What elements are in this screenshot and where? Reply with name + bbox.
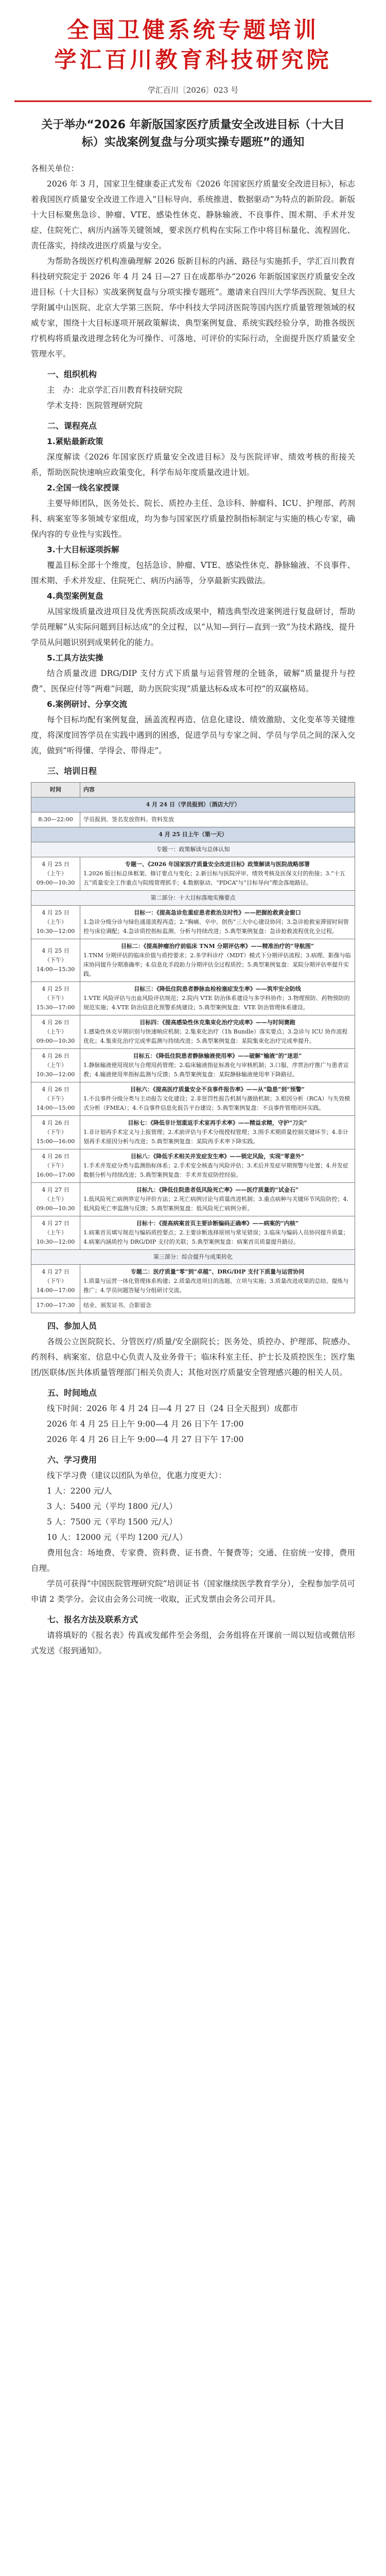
schedule-detail: 1.手术并发症分类与监测指标体系；2.手术安全核查与风险评估；3.术后并发症早期预警与处置；4.并发症数据分析与持续改进；5.典型案例复盘：手术并发症防控经验。 xyxy=(83,1162,348,1178)
schedule-row xyxy=(31,812,355,827)
schedule-banner: 4 月 25 日上午（第一天） xyxy=(31,827,355,842)
section-heading: 四、参加人员 xyxy=(47,1321,97,1331)
schedule-theme-row xyxy=(31,1250,355,1265)
schedule-topic: 目标三：《降低住院患者静脉血栓栓塞症发生率》——筑牢安全防线 xyxy=(134,986,301,992)
schedule-detail: 结业、颁发证书、合影留念 xyxy=(83,1302,151,1309)
time-period: 2026 年 4 月 26 日上午 9:00—4 月 27 日下午 17:00 xyxy=(47,1435,244,1444)
schedule-header-content: 内容 xyxy=(80,783,355,798)
schedule-time: 4 月 27 日 （下午） 14:00—17:00 xyxy=(31,1265,80,1298)
schedule-detail: 1.VTE 风险评估与出血风险评估规范；2.院内 VTE 防治体系建设与多学科协作；3.物理预防、药物预防的规范实施；4.VTE 防治信息化预警系统建设；5.典型案例复盘：VTE 防治管理体系建设。 xyxy=(83,995,350,1011)
section-heading: 三、培训日程 xyxy=(47,766,97,776)
section-heading: 七、报名方法及联系方式 xyxy=(47,1615,138,1624)
schedule-detail: 1.2026 版目标总体框架、修订要点与变化；2.新目标与医院评审、绩效考核及医保支付的衔接；3.“十五五”质量安全工作重点与院级管理抓手；4.数据驱动、“PDCA”与“目标导向”理念落地路径。 xyxy=(83,870,345,886)
schedule-time: 4 月 26 日 （下午） 15:00—16:00 xyxy=(31,1116,80,1149)
section-heading: 六、学习费用 xyxy=(47,1455,97,1465)
highlight-body: 从国家级质量改进项目及优秀医院质改成果中，精选典型改进案例进行复盘研讨，帮助学员理解“从实际问题到目标达成”的全过程，以“从知—到行—直到一致”为技术路线，提升学员从问题识别到成果转化的能力。 xyxy=(31,607,355,647)
schedule-banner: 第二部分：十大目标落地实操要点 xyxy=(31,891,355,906)
fee-item: 5 人：7500 元（平均 1500 元/人） xyxy=(47,1517,178,1527)
schedule-content xyxy=(80,1216,355,1250)
schedule-topic: 目标四：《提高感染性休克集束化治疗完成率》——与时间赛跑 xyxy=(139,1019,295,1026)
schedule-topic: 目标七：《降低非计划重返手术室再手术率》——精益求精，守护“刀尖” xyxy=(128,1120,307,1126)
schedule-time: 4 月 26 日 （上午） 09:00—10:30 xyxy=(31,1015,80,1049)
schedule-header-time: 时间 xyxy=(31,783,80,798)
salutation: 各相关单位： xyxy=(31,164,79,173)
schedule-time: 17:00—17:30 xyxy=(31,1298,80,1313)
fee-note: 费用包含：场地费、专家费、资料费、证书费、午餐费等；交通、住宿统一安排，费用自理。 xyxy=(31,1548,355,1573)
schedule-detail: 1.非计划再手术定义与上报管理；2.术前评估与手术分级授权管理；3.围手术期质量控制关键环节；4.非计划再手术原因分析与改进；5.典型案例复盘：某院再手术率下降实践。 xyxy=(83,1129,348,1145)
schedule-topic: 目标一：《提高急诊危重症患者救治及时性》——把握抢救黄金窗口 xyxy=(134,909,301,916)
schedule-detail: 1.质量与运营一体化管理体系构建；2.质量改进项目的选题、立项与实施；3.质量改进成果的总结、提炼与推广；4.学员问题答疑与分组研讨交流。 xyxy=(83,1278,349,1294)
schedule-content xyxy=(80,1183,355,1216)
schedule-content xyxy=(80,812,355,827)
schedule-content xyxy=(80,982,355,1015)
schedule-banner: 第三部分：综合提升与成果转化 xyxy=(31,1250,355,1265)
document-number: 学汇百川〔2026〕023 号 xyxy=(147,86,239,95)
highlight-heading: 3.十大目标逐项拆解 xyxy=(47,545,119,554)
schedule-content xyxy=(80,857,355,891)
schedule-topic: 目标九：《降低住院患者低风险死亡率》——医疗质量的“试金石” xyxy=(136,1187,299,1193)
intro-paragraph: 2026 年 3 月，国家卫生健康委正式发布《2026 年国家医疗质量安全改进目标》，标志着我国医疗质量安全改进工作进入“目标导向、系统推进、数据驱动”为特点的新阶段。新版十大目标聚焦急诊、肿瘤、VTE、感染性休克、静脉输液、不良事件、围术期、手术并发症、住院死亡、病历内涵等关键领域，要求医疗机构在实际工作中将目标量化、流程固化、责任落实，持续改进医疗质量与安全。 xyxy=(31,179,355,250)
notice-title: 关于举办“2026 年新版国家医疗质量安全改进目标（十大目标）实战案例复盘与分项实操专题班”的通知 xyxy=(41,118,345,149)
schedule-time: 4 月 25 日 （下午） 14:00—15:30 xyxy=(31,939,80,982)
schedule-content xyxy=(80,1116,355,1149)
schedule-theme-row xyxy=(31,842,355,857)
letterhead xyxy=(0,0,386,95)
fee-invoice: 学员可获得“中国医院管理研究院”培训证书（国家继续医学教育学分），全程参加学员可申请 2 类学分。会议由会务公司统一收取，正式发票由会务公司开具。 xyxy=(31,1579,355,1604)
intro-paragraph: 为帮助各级医疗机构准确理解 2026 版新目标的内涵、路径与实施抓手，学汇百川教育科技研究院定于 2026 年 4 月 24 日—27 日在成都举办“2026 年新版国家医疗质量安全改进目标（十大目标）实战案例复盘与分项实操专题班”。邀请来自四川大学华西医院、复旦大学附属中山医院、北京大学第三医院、华中科技大学同济医院等国内医疗质量管理领域的权威专家，围绕十大目标逐项开展政策解读、典型案例复盘、系统实践经验分享，助推各级医疗机构将质量改进理念转化为可操作、可落地、可评价的实际行动，全面提升医疗质量安全管理水平。 xyxy=(31,257,355,359)
time-online: 线下时间：2026 年 4 月 24 日—4 月 27 日（24 日全天报到）成都市 xyxy=(47,1404,299,1413)
schedule-time: 4 月 27 日 （上午） 09:00—10:30 xyxy=(31,1183,80,1216)
highlight-body: 主要导师团队，医务处长、院长、质控办主任、急诊科、肿瘤科、ICU、护理部、药剂科、病案室等多领域专家组成，均为参与国家医疗质量控制指标制定与实施的核心专家，确保内容的专业性与实践性。 xyxy=(31,499,355,539)
schedule-detail: 1.静脉输液使用现状与合理用药管理；2.临床输液指征标准化与审核机制；3.口服、序贯治疗推广与患者宣教；4.输液使用率指标监测与反馈；5.典型案例复盘：某院静脉输液使用率下降路径。 xyxy=(83,1062,349,1078)
schedule-row xyxy=(31,857,355,891)
schedule-topic: 目标五：《降低住院患者静脉输液使用率》——破解“输液”的“迷思” xyxy=(133,1053,302,1059)
schedule-header-row xyxy=(31,783,355,798)
schedule-time: 4 月 25 日 （下午） 15:30—17:00 xyxy=(31,982,80,1015)
fee-item: 10 人：12000 元（平均 1200 元/人） xyxy=(47,1533,187,1542)
schedule-content xyxy=(80,1265,355,1298)
schedule-row xyxy=(31,1216,355,1250)
schedule-day-row xyxy=(31,827,355,842)
schedule-content xyxy=(80,906,355,939)
schedule-content xyxy=(80,1049,355,1082)
schedule-detail: 1.病案首页填写规范与编码质控要点；2.主要诊断选择原则与常见错误；3.临床与编码人员协同提升质量；4.病案内涵质控与 DRG/DIP 支付的关联；5.典型案例复盘：病案首页质量提升路径。 xyxy=(83,1229,349,1245)
highlight-heading: 5.工具方法实操 xyxy=(47,653,103,663)
notice-body xyxy=(0,151,386,1658)
schedule-topic: 目标八：《降低手术相关并发症发生率》——锁定风险，实现“零意外” xyxy=(130,1153,305,1160)
red-divider xyxy=(14,100,372,102)
highlight-heading: 2.全国一线名家授课 xyxy=(47,483,119,493)
schedule-row xyxy=(31,982,355,1015)
schedule-detail: 学员报到、签名发放资料、资料发放 xyxy=(83,816,174,823)
schedule-time: 8:30—22:00 xyxy=(31,812,80,827)
schedule-detail: 1.急诊分级分诊与绿色通道流程再造；2.“胸痛、卒中、创伤”三大中心建设协同；3.急诊抢救室滞留时间管控与床位调配；4.急诊质控指标监测、分析与持续改进；5.典型案例复盘：急诊抢救流程优化全过程。 xyxy=(83,919,349,935)
time-period: 2026 年 4 月 25 日上午 9:00—4 月 26 日下午 17:00 xyxy=(47,1419,244,1429)
highlight-body: 深度解读《2026 年国家医疗质量安全改进目标》及与医院评审、绩效考核的衔接关系，帮助医院快速响应政策变化，科学布局年度质量改进计划。 xyxy=(31,452,355,477)
highlight-body: 结合质量改进 DRG/DIP 支付方式下质量与运营管理的全链条，破解“质量提升与控费”、医保应付等“两难”问题，助力医院实现“质量达标&成本可控”的双赢格局。 xyxy=(31,669,355,693)
schedule-time: 4 月 27 日 （上午） 10:30—12:00 xyxy=(31,1216,80,1250)
schedule-row xyxy=(31,1265,355,1298)
schedule-time: 4 月 25 日 （上午） 09:00—10:30 xyxy=(31,857,80,891)
highlight-body: 覆盖目标全部十个维度，包括急诊、肿瘤、VTE、感染性休克、静脉输液、不良事件、围术期、手术并发症、住院死亡、病历内涵等，分享最新实践做法。 xyxy=(31,561,355,585)
schedule-row xyxy=(31,939,355,982)
schedule-detail: 1.低风险死亡病例界定与评价方法；2.死亡病例讨论与质量改进机制；3.重点病种与关键环节风险防控；4.低风险死亡率监测与反馈；5.典型案例复盘：低风险死亡病例分析。 xyxy=(83,1196,348,1212)
schedule-topic: 目标六：《提高医疗质量安全不良事件报告率》——从“隐患”到“预警” xyxy=(130,1086,305,1093)
schedule-row xyxy=(31,1049,355,1082)
schedule-content xyxy=(80,1082,355,1116)
participants-text: 各级公立医院院长、分管医疗/质量/安全副院长；医务处、质控办、护理部、院感办、药剂科、病案室、信息中心负责人及业务骨干；临床科室主任、护士长及质控医生；医疗集团/医联体/医共体质量管理部门相关负责人；其他对医疗质量安全管理感兴趣的相关人员。 xyxy=(31,1337,355,1377)
schedule-time: 4 月 26 日 （下午） 14:00—15:00 xyxy=(31,1082,80,1116)
schedule-time: 4 月 25 日 （上午） 10:30—12:00 xyxy=(31,906,80,939)
highlights-list xyxy=(31,434,355,758)
schedule-content xyxy=(80,1298,355,1313)
section-heading: 五、时间地点 xyxy=(47,1388,97,1398)
schedule-content xyxy=(80,1015,355,1049)
fee-intro: 线下学习费（建议以团队为单位，优惠力度更大）： xyxy=(47,1471,226,1480)
support-line: 学术支持：医院管理研究院 xyxy=(47,401,143,410)
highlight-heading: 6.案例研讨、分享交流 xyxy=(47,700,128,709)
schedule-topic: 专题二：医疗质量“零”到“卓越”、DRG/DIP 支付下质量与运营协同 xyxy=(130,1268,305,1275)
schedule-row xyxy=(31,1298,355,1313)
highlight-heading: 1.紧贴最新政策 xyxy=(47,437,103,446)
schedule-time: 4 月 26 日 （下午） 16:00—17:00 xyxy=(31,1149,80,1183)
schedule-row xyxy=(31,1082,355,1116)
schedule-body xyxy=(31,798,355,1313)
section-heading: 二、课程亮点 xyxy=(47,421,97,431)
schedule-topic: 专题一、《2026 年国家医疗质量安全改进目标》政策解读与医院战略部署 xyxy=(125,861,310,868)
schedule-detail: 1.感染性休克早期识别与快速响应机制；2.集束化治疗（1h Bundle）落实要点；3.急诊与 ICU 协作流程优化；4.集束化治疗完成率监测与持续改进；5.典型案例复盘：某院集束化治疗完成率提升。 xyxy=(83,1028,348,1044)
schedule-theme-row xyxy=(31,891,355,906)
schedule-banner: 专题一：政策解读与总体认知 xyxy=(31,842,355,857)
schedule-detail: 1.TNM 分期评估的临床价值与质控要求；2.多学科诊疗（MDT）模式下分期评估流程；3.病理、影像与临床协同提升分期准确率；4.信息化手段助力分期评估全过程质控；5.典型案例复盘：某院分期评估率提升实践。 xyxy=(83,952,351,977)
fee-item: 3 人：5400 元（平均 1800 元/人） xyxy=(47,1502,178,1511)
schedule-content xyxy=(80,1149,355,1183)
schedule-content xyxy=(80,939,355,982)
schedule-table xyxy=(31,782,355,1313)
fee-item: 1 人：2200 元/人 xyxy=(47,1486,112,1496)
schedule-row xyxy=(31,1149,355,1183)
schedule-row xyxy=(31,1015,355,1049)
highlight-body: 每个目标均配有案例复盘，涵盖流程再造、信息化建设、绩效激励、文化变革等关键维度，将深度回答学员在实践中遇到的困惑，促进学员与专家之间、学员与学员之间的深入交流，做到“听得懂、学得会、带得走”。 xyxy=(31,715,355,755)
schedule-row xyxy=(31,906,355,939)
schedule-banner: 4 月 24 日（学员报到）（酒店大厅） xyxy=(31,798,355,812)
schedule-row xyxy=(31,1183,355,1216)
schedule-topic: 目标十：《提高病案首页主要诊断编码正确率》——病案的“内核” xyxy=(136,1220,299,1227)
org-line-2: 学汇百川教育科技研究院 xyxy=(54,47,332,73)
schedule-detail: 1.不良事件分级分类与主动报告文化建设；2.非惩罚性报告机制与激励机制；3.根因分析（RCA）与失效模式分析（FMEA）；4.不良事件信息化报告平台建设；5.典型案例复盘：不良事件管理闭环实践。 xyxy=(83,1095,350,1111)
section-heading: 一、组织机构 xyxy=(47,369,97,379)
host-line: 主 办：北京学汇百川教育科技研究院 xyxy=(47,385,183,395)
highlight-heading: 4.典型案例复盘 xyxy=(47,591,103,601)
schedule-row xyxy=(31,1116,355,1149)
schedule-topic: 目标二：《提高肿瘤治疗前临床 TNM 分期评估率》——精准治疗的“导航图” xyxy=(120,943,314,950)
schedule-day-row xyxy=(31,798,355,812)
signup-text: 请将填好的《报名表》传真或发邮件至会务组，会务组将在开课前一周以短信或微信形式发送《报到通知》。 xyxy=(31,1631,355,1655)
org-line-1: 全国卫健系统专题培训 xyxy=(67,18,319,43)
schedule-time: 4 月 26 日 （上午） 10:30—12:00 xyxy=(31,1049,80,1082)
